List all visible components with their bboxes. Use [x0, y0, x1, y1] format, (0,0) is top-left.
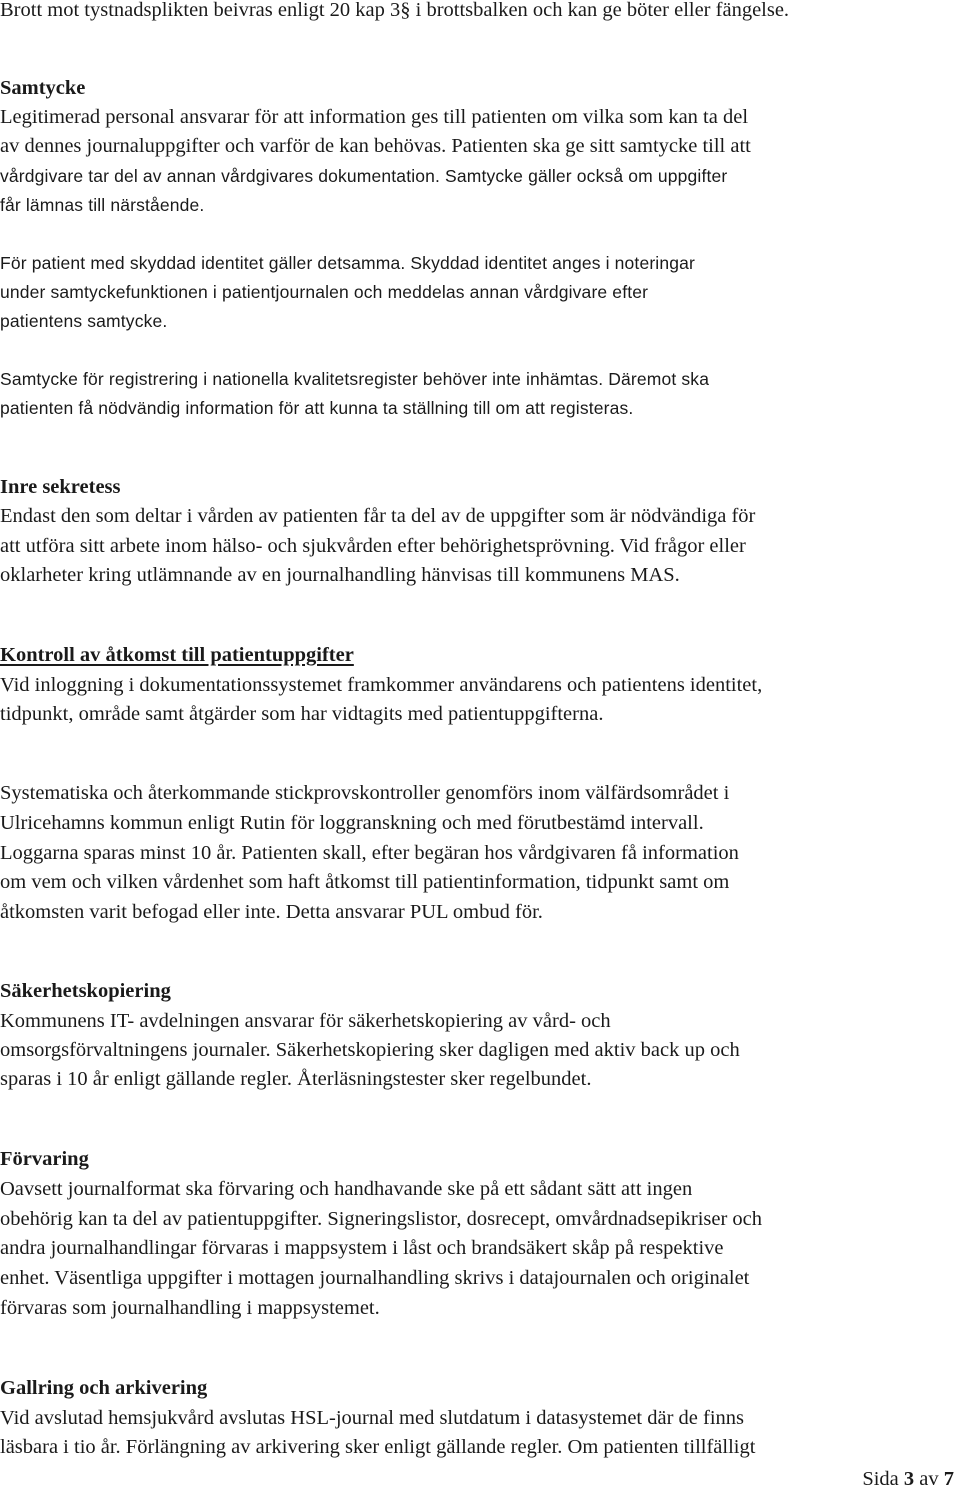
page-number-current: 3 [903, 1468, 915, 1490]
page-number-total: 7 [943, 1468, 954, 1490]
gallring-line-1: Vid avslutad hemsjukvård avslutas HSL-journal med slutdatum i datasystemet där de finns [0, 1407, 745, 1429]
samtycke-p3-line-1: Samtycke för registrering i nationella kvalitetsregister behöver inte inhämtas. Däremot ska [0, 369, 710, 389]
forvaring-line-3: andra journalhandlingar förvaras i mappsystem i låst och brandsäkert skåp på respektive [0, 1237, 724, 1259]
samtycke-p2-line-1: För patient med skyddad identitet gäller detsamma. Skyddad identitet anges i noteringar [0, 253, 695, 273]
heading-gallring: Gallring och arkivering [0, 1377, 208, 1399]
intro-text: Brott mot tystnadsplikten beivras enligt 20 kap 3§ i brottsbalken och kan ge böter eller fängelse. [0, 0, 790, 21]
samtycke-p2-line-2: under samtyckefunktionen i patientjournalen och meddelas annan vårdgivare efter [0, 282, 649, 302]
kontroll-p2-line-3: Loggarna sparas minst 10 år. Patienten skall, efter begäran hos vårdgivaren få information [0, 842, 739, 864]
kontroll-p2-line-1: Systematiska och återkommande stickprovskontroller genomförs inom välfärdsområdet i [0, 782, 730, 804]
forvaring-line-2: obehörig kan ta del av patientuppgifter. Signeringslistor, dosrecept, omvårdnadsepikriser och [0, 1208, 763, 1230]
kontroll-p2-line-5: åtkomsten varit befogad eller inte. Detta ansvarar PUL ombud för. [0, 901, 543, 923]
inre-sekretess-line-3: oklarheter kring utlämnande av en journalhandling hänvisas till kommunens MAS. [0, 564, 680, 586]
samtycke-line-4: får lämnas till närstående. [0, 195, 205, 215]
page-number [862, 1466, 954, 1492]
inre-sekretess-line-1: Endast den som deltar i vården av patienten får ta del av de uppgifter som är nödvändiga för [0, 505, 756, 527]
samtycke-line-3: vårdgivare tar del av annan vårdgivares dokumentation. Samtycke gäller också om uppgifter [0, 166, 728, 186]
heading-sakerhetskopiering: Säkerhetskopiering [0, 980, 171, 1002]
inre-sekretess-line-2: att utföra sitt arbete inom hälso- och sjukvården efter behörighetsprövning. Vid frågor eller [0, 535, 746, 557]
samtycke-p3-line-2: patienten få nödvändig information för att kunna ta ställning till om att registeras. [0, 398, 634, 418]
sakerhetskopiering-line-2: omsorgsförvaltningens journaler. Säkerhetskopiering sker dagligen med aktiv back up och [0, 1039, 740, 1061]
samtycke-line-2: av dennes journaluppgifter och varför de kan behövas. Patienten ska ge sitt samtycke till att [0, 135, 751, 157]
heading-inre-sekretess: Inre sekretess [0, 476, 121, 498]
sakerhetskopiering-line-1: Kommunens IT- avdelningen ansvarar för säkerhetskopiering av vård- och [0, 1010, 611, 1032]
kontroll-p2-line-2: Ulricehamns kommun enligt Rutin för loggranskning och med förutbestämd intervall. [0, 812, 704, 834]
samtycke-line-1: Legitimerad personal ansvarar för att information ges till patienten om vilka som kan ta del [0, 106, 749, 128]
kontroll-p2-line-4: om vem och vilken vårdenhet som haft åtkomst till patientinformation, tidpunkt samt om [0, 871, 730, 893]
page-number-prefix: Sida [862, 1468, 899, 1490]
heading-samtycke: Samtycke [0, 77, 86, 99]
heading-forvaring: Förvaring [0, 1148, 89, 1170]
page-number-separator: av [919, 1468, 939, 1490]
kontroll-line-1: Vid inloggning i dokumentationssystemet framkommer användarens och patientens identitet, [0, 674, 763, 696]
forvaring-line-5: förvaras som journalhandling i mappsystemet. [0, 1297, 380, 1319]
forvaring-line-4: enhet. Väsentliga uppgifter i mottagen journalhandling skrivs i datajournalen och originalet [0, 1267, 750, 1289]
heading-kontroll: Kontroll av åtkomst till patientuppgifter [0, 644, 354, 666]
sakerhetskopiering-line-3: sparas i 10 år enligt gällande regler. Återläsningstester sker regelbundet. [0, 1068, 592, 1090]
kontroll-line-2: tidpunkt, område samt åtgärder som har vidtagits med patientuppgifterna. [0, 703, 604, 725]
forvaring-line-1: Oavsett journalformat ska förvaring och handhavande ske på ett sådant sätt att ingen [0, 1178, 693, 1200]
gallring-line-2: läsbara i tio år. Förlängning av arkivering sker enligt gällande regler. Om patienten tillfälligt [0, 1436, 756, 1458]
samtycke-p2-line-3: patientens samtycke. [0, 311, 168, 331]
